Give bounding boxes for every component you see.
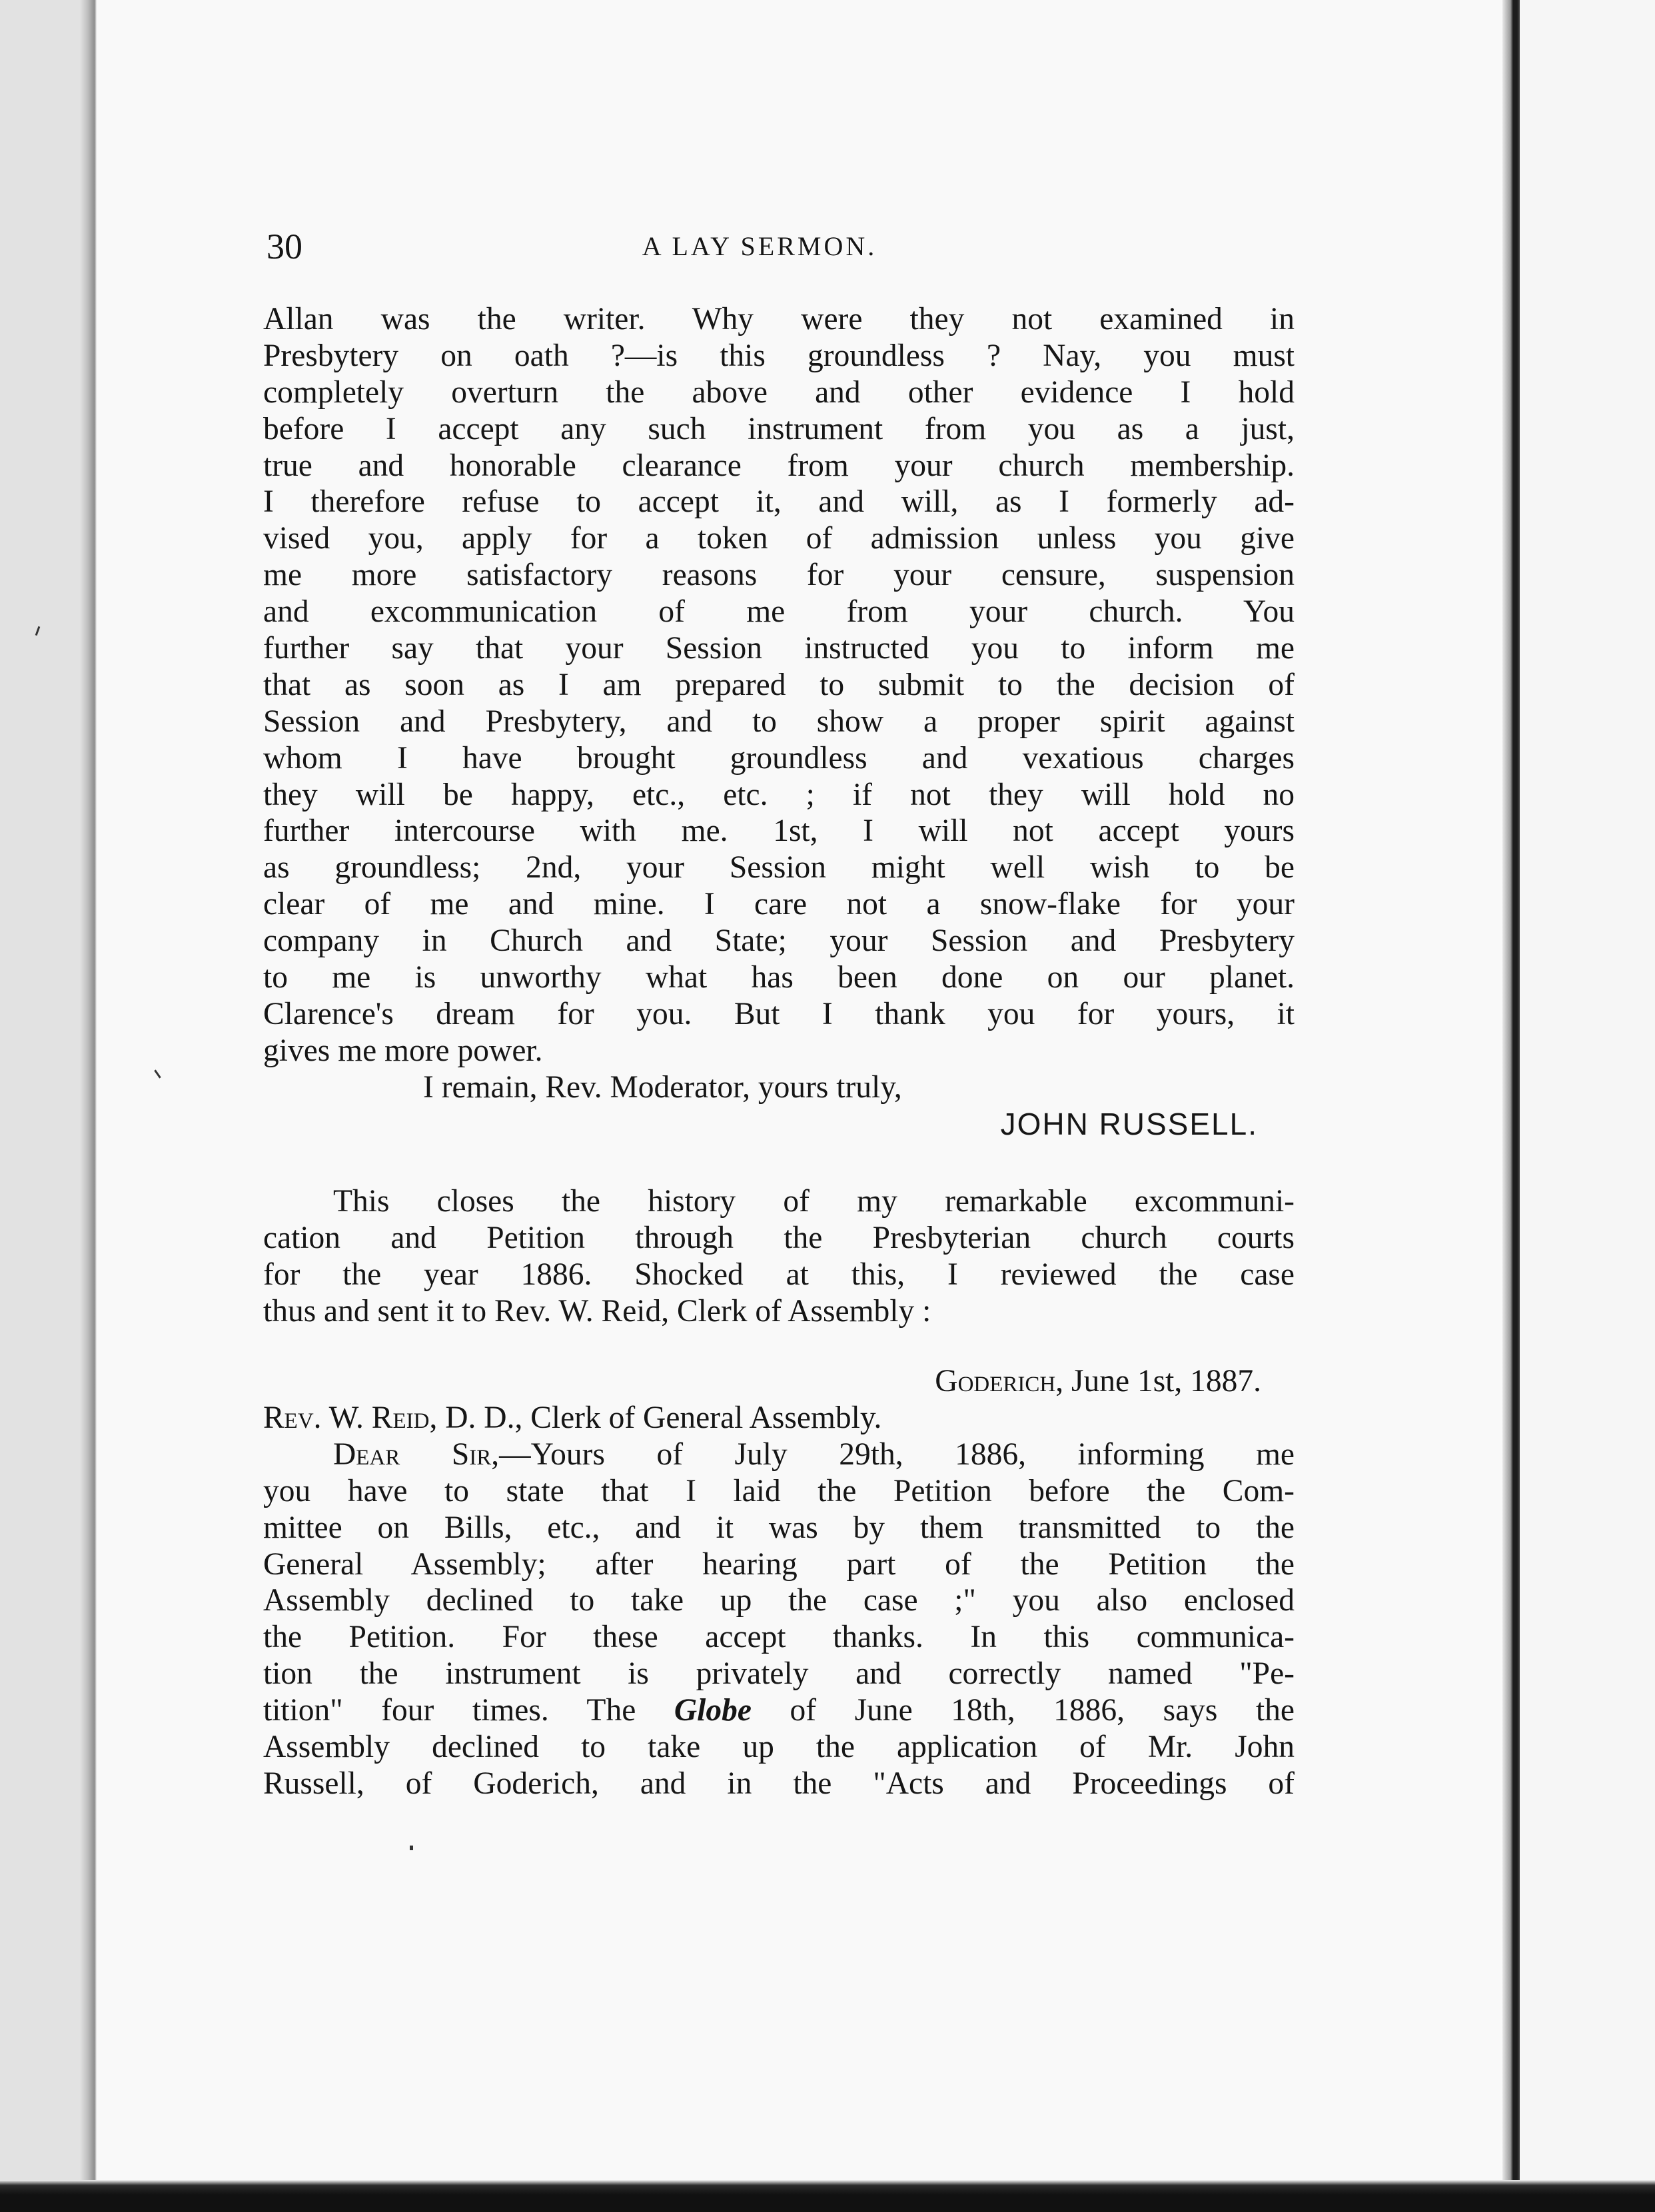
addressee-name: Reid, bbox=[371, 1400, 438, 1435]
text-line: clear of me and mine. I care not a snow-flake for your bbox=[263, 887, 1295, 922]
text-line: Clarence's dream for you. But I thank you for yours, it bbox=[263, 996, 1295, 1031]
page-gutter bbox=[1502, 0, 1520, 2212]
text-line: true and honorable clearance from your church membership. bbox=[263, 448, 1295, 483]
addressee bbox=[263, 1400, 1295, 1436]
text-line: to me is unworthy what has been done on our planet. bbox=[263, 960, 1295, 995]
history-paragraph bbox=[263, 1183, 1295, 1330]
text-line: they will be happy, etc., etc. ; if not they will hold no bbox=[263, 777, 1295, 812]
text-line: Allan was the writer. Why were they not examined in bbox=[263, 302, 1295, 336]
text-line: tion the instrument is privately and correctly named "Pe- bbox=[263, 1656, 1295, 1692]
text-line: Session and Presbytery, and to show a proper spirit against bbox=[263, 704, 1295, 739]
running-title: A LAY SERMON. bbox=[642, 231, 877, 261]
text-line: that as soon as I am prepared to submit to the decision of bbox=[263, 667, 1295, 702]
text-line: company in Church and State; your Session and Presbytery bbox=[263, 923, 1295, 959]
text-line: me more satisfactory reasons for your censure, suspension bbox=[263, 558, 1295, 593]
text-line: I therefore refuse to accept it, and will, as I formerly ad- bbox=[263, 484, 1295, 520]
letter-closing: I remain, Rev. Moderator, yours truly, bbox=[423, 1069, 902, 1105]
addressee-rev: Rev. bbox=[263, 1400, 322, 1435]
page-header bbox=[267, 220, 1293, 273]
text-fragment: of June 18th, 1886, says the bbox=[751, 1693, 1295, 1728]
spacer bbox=[263, 1330, 1295, 1363]
dateline bbox=[263, 1363, 1295, 1400]
scanner-bottom-edge bbox=[0, 2180, 1655, 2212]
dateline-place: Goderich, bbox=[935, 1364, 1064, 1399]
text-line: you have to state that I laid the Petition before the Com- bbox=[263, 1473, 1295, 1508]
salutation: Dear Sir, bbox=[333, 1436, 500, 1472]
dateline-date: June 1st, 1887. bbox=[1063, 1364, 1261, 1399]
text-line: further intercourse with me. 1st, I will not accept yours bbox=[263, 814, 1295, 849]
adjacent-page bbox=[1520, 0, 1655, 2212]
text-line bbox=[263, 1436, 1295, 1473]
scanner-left-edge bbox=[0, 0, 97, 2212]
text-line: gives me more power. bbox=[263, 1033, 543, 1068]
speck bbox=[154, 1069, 161, 1078]
text-line: for the year 1886. Shocked at this, I reviewed the case bbox=[263, 1257, 1295, 1293]
page-body bbox=[263, 301, 1295, 1802]
text-line: General Assembly; after hearing part of the Petition the bbox=[263, 1546, 1295, 1582]
text-line: thus and sent it to Rev. W. Reid, Clerk of Assembly : bbox=[263, 1294, 931, 1329]
text-line: mittee on Bills, etc., and it was by them transmitted to the bbox=[263, 1510, 1295, 1545]
signature: JOHN RUSSELL. bbox=[1000, 1106, 1258, 1141]
text-line: the Petition. For these accept thanks. In this communica- bbox=[263, 1620, 1295, 1655]
addressee-initial: W. bbox=[321, 1400, 372, 1435]
page-number: 30 bbox=[267, 227, 302, 267]
letter-body bbox=[263, 301, 1295, 1069]
second-letter bbox=[263, 1436, 1295, 1802]
text-line: vised you, apply for a token of admission unless you give bbox=[263, 521, 1295, 556]
text-fragment: —Yours of July 29th, 1886, informing me bbox=[499, 1436, 1295, 1472]
newspaper-title: Globe bbox=[674, 1693, 752, 1728]
text-line: Presbytery on oath ?—is this groundless ? Nay, you must bbox=[263, 338, 1295, 373]
speck bbox=[410, 1846, 413, 1850]
text-line: and excommunication of me from your church. You bbox=[263, 594, 1295, 630]
text-line: further say that your Session instructed you to inform me bbox=[263, 631, 1295, 666]
addressee-title: D. D., Clerk of General Assembly. bbox=[437, 1400, 882, 1435]
text-line: as groundless; 2nd, your Session might well wish to be bbox=[263, 850, 1295, 885]
text-line: completely overturn the above and other evidence I hold bbox=[263, 374, 1295, 410]
text-line bbox=[263, 1692, 1295, 1729]
text-line: Assembly declined to take up the application of Mr. John bbox=[263, 1729, 1295, 1764]
text-fragment: tition" four times. The bbox=[263, 1693, 674, 1728]
text-line: Russell, of Goderich, and in the "Acts and Proceedings of bbox=[263, 1766, 1295, 1801]
text-line: whom I have brought groundless and vexatious charges bbox=[263, 740, 1295, 776]
text-line: cation and Petition through the Presbyterian church courts bbox=[263, 1221, 1295, 1256]
text-line: This closes the history of my remarkable excommuni- bbox=[333, 1184, 1295, 1219]
text-line: Assembly declined to take up the case ;" you also enclosed bbox=[263, 1583, 1295, 1618]
spacer bbox=[263, 1142, 1295, 1183]
text-line: before I accept any such instrument from you as a just, bbox=[263, 411, 1295, 446]
